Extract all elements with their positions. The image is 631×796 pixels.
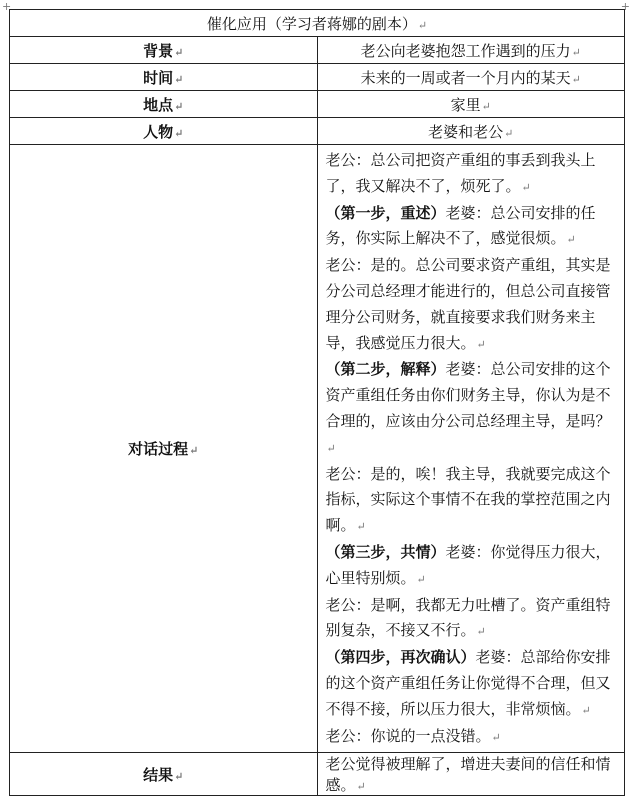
table-corner-mark-left: +: [2, 0, 12, 13]
row-value-cell: [317, 91, 625, 118]
dialog-line: [326, 357, 617, 461]
dialog-text: 老婆：总公司安排的任务，你实际上解决不了，感觉很烦。: [325, 203, 596, 248]
dialog-step: （第一步，重述）: [325, 203, 446, 222]
table-title: 催化应用（学习者蒋娜的剧本）: [206, 14, 417, 33]
dialog-text: 老公：是啊，我都无力吐槽了。资产重组特别复杂，不接又不行。: [325, 595, 611, 640]
row-value-cell: [317, 37, 625, 64]
row-value: 老公向老婆抱怨工作遇到的压力: [360, 41, 571, 60]
script-table: [9, 9, 625, 796]
dialog-text: 老公：是的。总公司要求资产重组，其实是分公司总经理才能进行的，但总公司直接管理分公司财务，就直接要求我们财务来主导，我感觉压力很大。: [325, 256, 611, 352]
row-value: 未来的一周或者一个月内的某天: [360, 68, 571, 87]
result-value: 老公觉得被理解了，增进夫妻间的信任和情感。: [325, 755, 611, 795]
return-mark: ↵: [566, 233, 576, 247]
dialog-line: [326, 462, 617, 540]
return-mark: ↵: [174, 45, 184, 59]
return-mark: ↵: [417, 18, 428, 32]
table-row: [10, 64, 625, 91]
table-title-cell: [10, 10, 625, 37]
return-mark: ↵: [481, 99, 491, 113]
dialog-label: 对话过程: [128, 440, 189, 459]
return-mark: ↵: [356, 520, 366, 534]
return-mark: ↵: [356, 780, 366, 794]
return-mark: ↵: [174, 99, 184, 113]
table-corner-mark-right: +: [620, 0, 630, 13]
row-value-cell: [317, 64, 625, 91]
return-mark: ↵: [174, 72, 184, 86]
result-label: 结果: [143, 765, 174, 784]
dialog-line: [326, 253, 617, 357]
row-value: 老婆和老公: [428, 122, 504, 141]
result-value-cell: [317, 753, 625, 796]
dialog-text: 老公：总公司把资产重组的事丢到我头上了，我又解决不了，烦死了。: [325, 151, 596, 195]
dialog-text: 老婆：总公司安排的这个资产重组任务由你们财务主导，你认为是不合理的，应该由分公司总经理主导，是吗？: [325, 360, 611, 430]
dialog-text: 老公：你说的一点没错。: [325, 726, 491, 745]
return-mark: ↵: [571, 45, 581, 59]
dialog-line: [326, 593, 617, 646]
dialog-step: （第四步，再次确认）: [325, 648, 476, 667]
dialog-line: [326, 540, 617, 593]
return-mark: ↵: [174, 126, 184, 140]
return-mark: ↵: [581, 703, 591, 717]
dialog-text: 老婆：总部给你安排的这个资产重组任务让你觉得不合理，但又不得不接，所以压力很大，非常烦恼。: [325, 648, 611, 718]
dialog-line: [326, 201, 617, 254]
return-mark: ↵: [326, 441, 336, 455]
row-label-cell: [10, 64, 318, 91]
dialog-line: [326, 148, 617, 201]
dialog-text: 老公：是的，唉！我主导，我就要完成这个指标，实际这个事情不在我的掌控范围之内啊。: [325, 464, 611, 535]
dialog-line: [326, 645, 617, 723]
row-label-cell: [10, 37, 318, 64]
result-label-cell: [10, 753, 318, 796]
row-label: 背景: [143, 41, 174, 60]
row-label-cell: [10, 118, 318, 145]
row-label-cell: [10, 91, 318, 118]
table-row: [10, 91, 625, 118]
return-mark: ↵: [571, 72, 581, 86]
dialog-step: （第二步，解释）: [325, 360, 446, 379]
table-row: [10, 37, 625, 64]
result-row: [10, 753, 625, 796]
row-label: 地点: [143, 95, 174, 114]
return-mark: ↵: [476, 625, 486, 639]
title-row: [10, 10, 625, 37]
return-mark: ↵: [416, 572, 426, 586]
dialog-cell: [317, 145, 625, 753]
dialog-label-cell: [10, 145, 318, 753]
table-row: [10, 118, 625, 145]
dialog-row: [10, 145, 625, 753]
dialog-step: （第三步，共情）: [325, 542, 446, 561]
row-value: 家里: [450, 95, 481, 114]
return-mark: ↵: [521, 180, 531, 194]
dialog-text: 老婆：你觉得压力很大，心里特别烦。: [325, 542, 611, 587]
return-mark: ↵: [476, 337, 486, 351]
row-value-cell: [317, 118, 625, 145]
row-label: 时间: [143, 68, 174, 87]
return-mark: ↵: [189, 444, 199, 458]
return-mark: ↵: [174, 769, 184, 783]
row-label: 人物: [143, 122, 174, 141]
dialog-line: [326, 724, 617, 751]
return-mark: ↵: [491, 730, 501, 744]
return-mark: ↵: [504, 126, 514, 140]
